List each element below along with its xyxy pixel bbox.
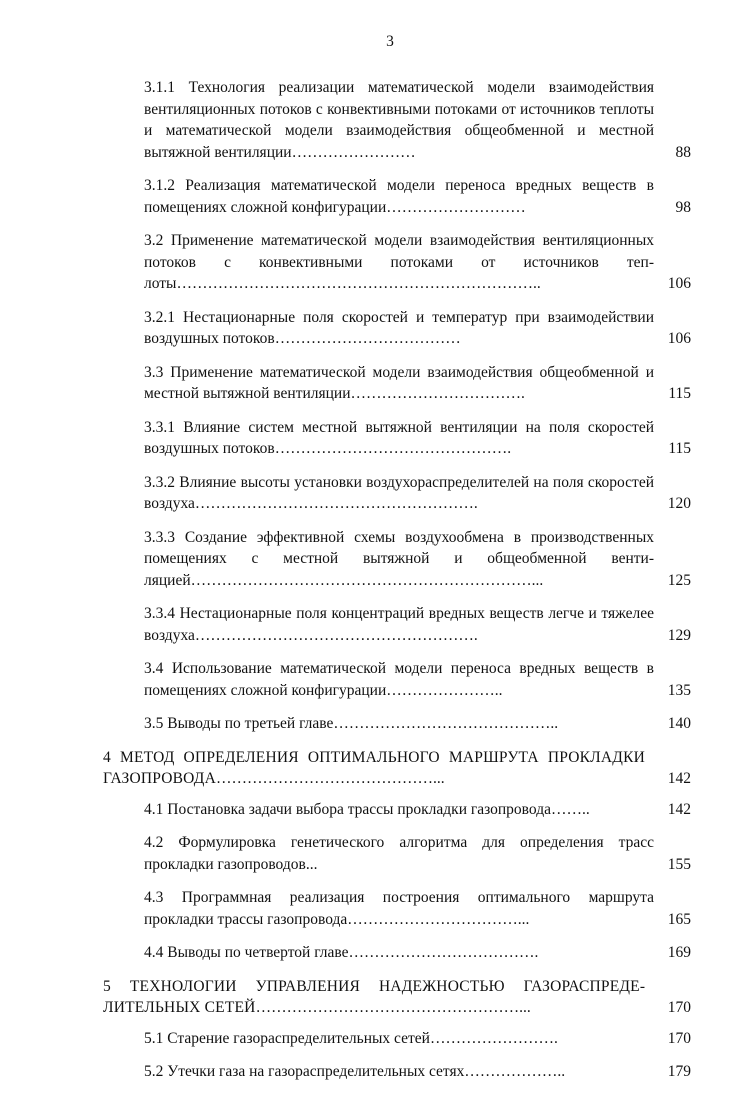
toc-entry-text: [144, 527, 654, 592]
toc-entry-text: [144, 658, 654, 701]
toc-entry: [0, 799, 733, 821]
toc-entry-page: 120: [667, 495, 691, 512]
toc-entry-title: 3.3.3 Создание эффективной схемы воздухообмена в производственных помещениях с местной вытяжной и общеобменной вентиляцией: [144, 528, 654, 589]
toc-entry: [0, 942, 733, 964]
toc-entry-leader-dots: …………………….: [429, 1029, 558, 1047]
toc-entry-title: 4.4 Выводы по четвертой главе: [144, 944, 349, 961]
toc-entry-leader-dots: ……………………………...: [347, 910, 530, 928]
toc-entry-leader-dots: ……………………………………..: [333, 715, 559, 732]
toc-entry-page: 179: [667, 1063, 691, 1080]
toc-entry-leader-dots: ………………..: [464, 1063, 566, 1080]
toc-entry: [0, 887, 733, 930]
toc-entry-title: 3.4 Использование математической модели переноса вредных веществ в помещениях сложной конфигурации: [144, 660, 654, 699]
toc-entry-leader-dots: ………………………………: [274, 330, 461, 347]
toc-entry-page: 155: [667, 855, 691, 873]
toc-entry-page: 115: [668, 440, 691, 457]
toc-entry-title: 3.3.1 Влияние систем местной вытяжной вентиляции на поля скоростей воздушных потоков: [144, 418, 654, 457]
toc-entry-page: 106: [667, 330, 691, 347]
toc-entry-text: [144, 887, 654, 930]
toc-entry-title: 3.3.4 Нестационарные поля концентраций вредных веществ легче и тяжелее воздуха: [144, 605, 654, 644]
toc-entry-page: 142: [667, 770, 691, 787]
toc-entry-title: 3.5 Выводы по третьей главе: [144, 715, 334, 732]
toc-entry-page: 165: [667, 910, 691, 928]
toc-entry-title: 4.1 Постановка задачи выбора трассы прокладки газопровода: [144, 800, 551, 818]
toc-entry-title: 3.3.2 Влияние высоты установки воздухораспределителей на поля скоростей воздуха: [144, 473, 654, 512]
toc-entry-page: 88: [675, 143, 691, 161]
toc-entry-text: [144, 472, 654, 515]
toc-entry-page: 170: [667, 1029, 691, 1047]
toc-entry-leader-dots: ……………………………………………….: [194, 495, 478, 512]
toc-entry-page: 140: [667, 715, 691, 732]
toc-entry: [0, 976, 733, 1019]
toc-entry-page: 115: [668, 385, 691, 402]
toc-entry-title: 4.3 Программная реализация построения оптимального маршрута прокладки трассы газопровода: [144, 889, 654, 928]
toc-entry-page: 125: [667, 571, 691, 589]
toc-entry-title: 3.2.1 Нестационарные поля скоростей и температур при взаимодействии воздушных потоков: [144, 308, 654, 347]
toc-entry-title: 5.2 Утечки газа на газораспределительных сетях: [144, 1063, 465, 1080]
toc-entry-text: [144, 175, 654, 218]
toc-entry-title: 4 МЕТОД ОПРЕДЕЛЕНИЯ ОПТИМАЛЬНОГО МАРШРУТА ПРОКЛАДКИ ГАЗОПРОВОДА: [103, 748, 645, 787]
toc-entry-page: 129: [667, 626, 691, 644]
toc-entry-text: [144, 603, 654, 646]
toc-entry: [0, 1028, 733, 1050]
toc-entry-leader-dots: ...: [305, 855, 318, 873]
toc-entry-text: [144, 713, 654, 735]
toc-entry: [0, 230, 733, 295]
toc-entry-text: [144, 942, 654, 964]
toc-entry: [0, 832, 733, 875]
toc-entry: [0, 472, 733, 515]
toc-entry-leader-dots: ……………………………………………….: [194, 626, 478, 644]
toc-entry: [0, 527, 733, 592]
toc-entry-title: 5.1 Старение газораспределительных сетей: [144, 1029, 430, 1047]
toc-entry-text: [144, 77, 654, 163]
toc-entry-title: 3.2 Применение математической модели взаимодействия вентиляционных потоков с конвективными потоками от источников теплоты: [144, 232, 654, 292]
toc-entry-text: [144, 799, 654, 821]
toc-entry: [0, 747, 733, 790]
toc-entry-text: [144, 1028, 654, 1050]
toc-entry: [0, 307, 733, 350]
toc-entry-leader-dots: …………………………….: [350, 385, 525, 402]
table-of-contents: [0, 77, 733, 1095]
toc-entry-title: 3.1.2 Реализация математической модели переноса вредных веществ в помещениях сложной конфигурации: [144, 177, 654, 216]
toc-entry-text: [144, 230, 654, 295]
toc-entry-leader-dots: …………………………………………………………...: [190, 571, 544, 589]
toc-entry-page: 135: [667, 681, 691, 699]
toc-entry-title: 3.3 Применение математической модели взаимодействия общеобменной и местной вытяжной вентиляции: [144, 363, 654, 402]
page-number: 3: [386, 33, 394, 50]
toc-entry-title: 4.2 Формулировка генетического алгоритма для определения трасс прокладки газопроводов: [144, 834, 654, 873]
toc-entry: [0, 175, 733, 218]
toc-entry-leader-dots: ……………………: [291, 143, 416, 161]
toc-entry-page: 98: [675, 198, 691, 216]
toc-entry-title: 3.1.1 Технология реализации математической модели взаимодействия вентиляционных потоков с конвективными потоками от источников теплоты и математической модели взаимодействия общеобменной и местной вытяжной вентиляции: [144, 79, 654, 161]
toc-entry-leader-dots: ……………………………………………………………..: [176, 275, 541, 292]
toc-entry: [0, 362, 733, 405]
toc-entry: [0, 417, 733, 460]
toc-entry-leader-dots: ……………………………………………...: [255, 999, 531, 1016]
toc-entry-page: 170: [667, 999, 691, 1016]
toc-entry-leader-dots: ……………………………………….: [274, 440, 512, 457]
toc-entry-leader-dots: ……………………………………...: [215, 770, 445, 787]
toc-entry: [0, 1061, 733, 1083]
toc-entry-leader-dots: …………………..: [386, 681, 503, 699]
toc-entry-page: 142: [667, 800, 691, 818]
toc-entry-page: 169: [667, 944, 691, 961]
toc-entry-leader-dots: ……………………………….: [348, 944, 539, 961]
toc-entry-text: [103, 747, 645, 790]
toc-entry-text: [103, 976, 645, 1019]
toc-entry-text: [144, 362, 654, 405]
toc-entry: [0, 713, 733, 735]
toc-entry-text: [144, 417, 654, 460]
toc-entry: [0, 77, 733, 163]
toc-entry-page: 106: [667, 275, 691, 292]
toc-entry-title: 5 ТЕХНОЛОГИИ УПРАВЛЕНИЯ НАДЕЖНОСТЬЮ ГАЗОРАСПРЕДЕЛИТЕЛЬНЫХ СЕТЕЙ: [103, 977, 645, 1016]
toc-entry-leader-dots: ……..: [550, 800, 590, 818]
toc-entry-text: [144, 307, 654, 350]
toc-entry-text: [144, 1061, 654, 1083]
toc-entry-text: [144, 832, 654, 875]
toc-entry-leader-dots: ………………………: [386, 198, 526, 216]
toc-entry: [0, 658, 733, 701]
toc-entry: [0, 603, 733, 646]
